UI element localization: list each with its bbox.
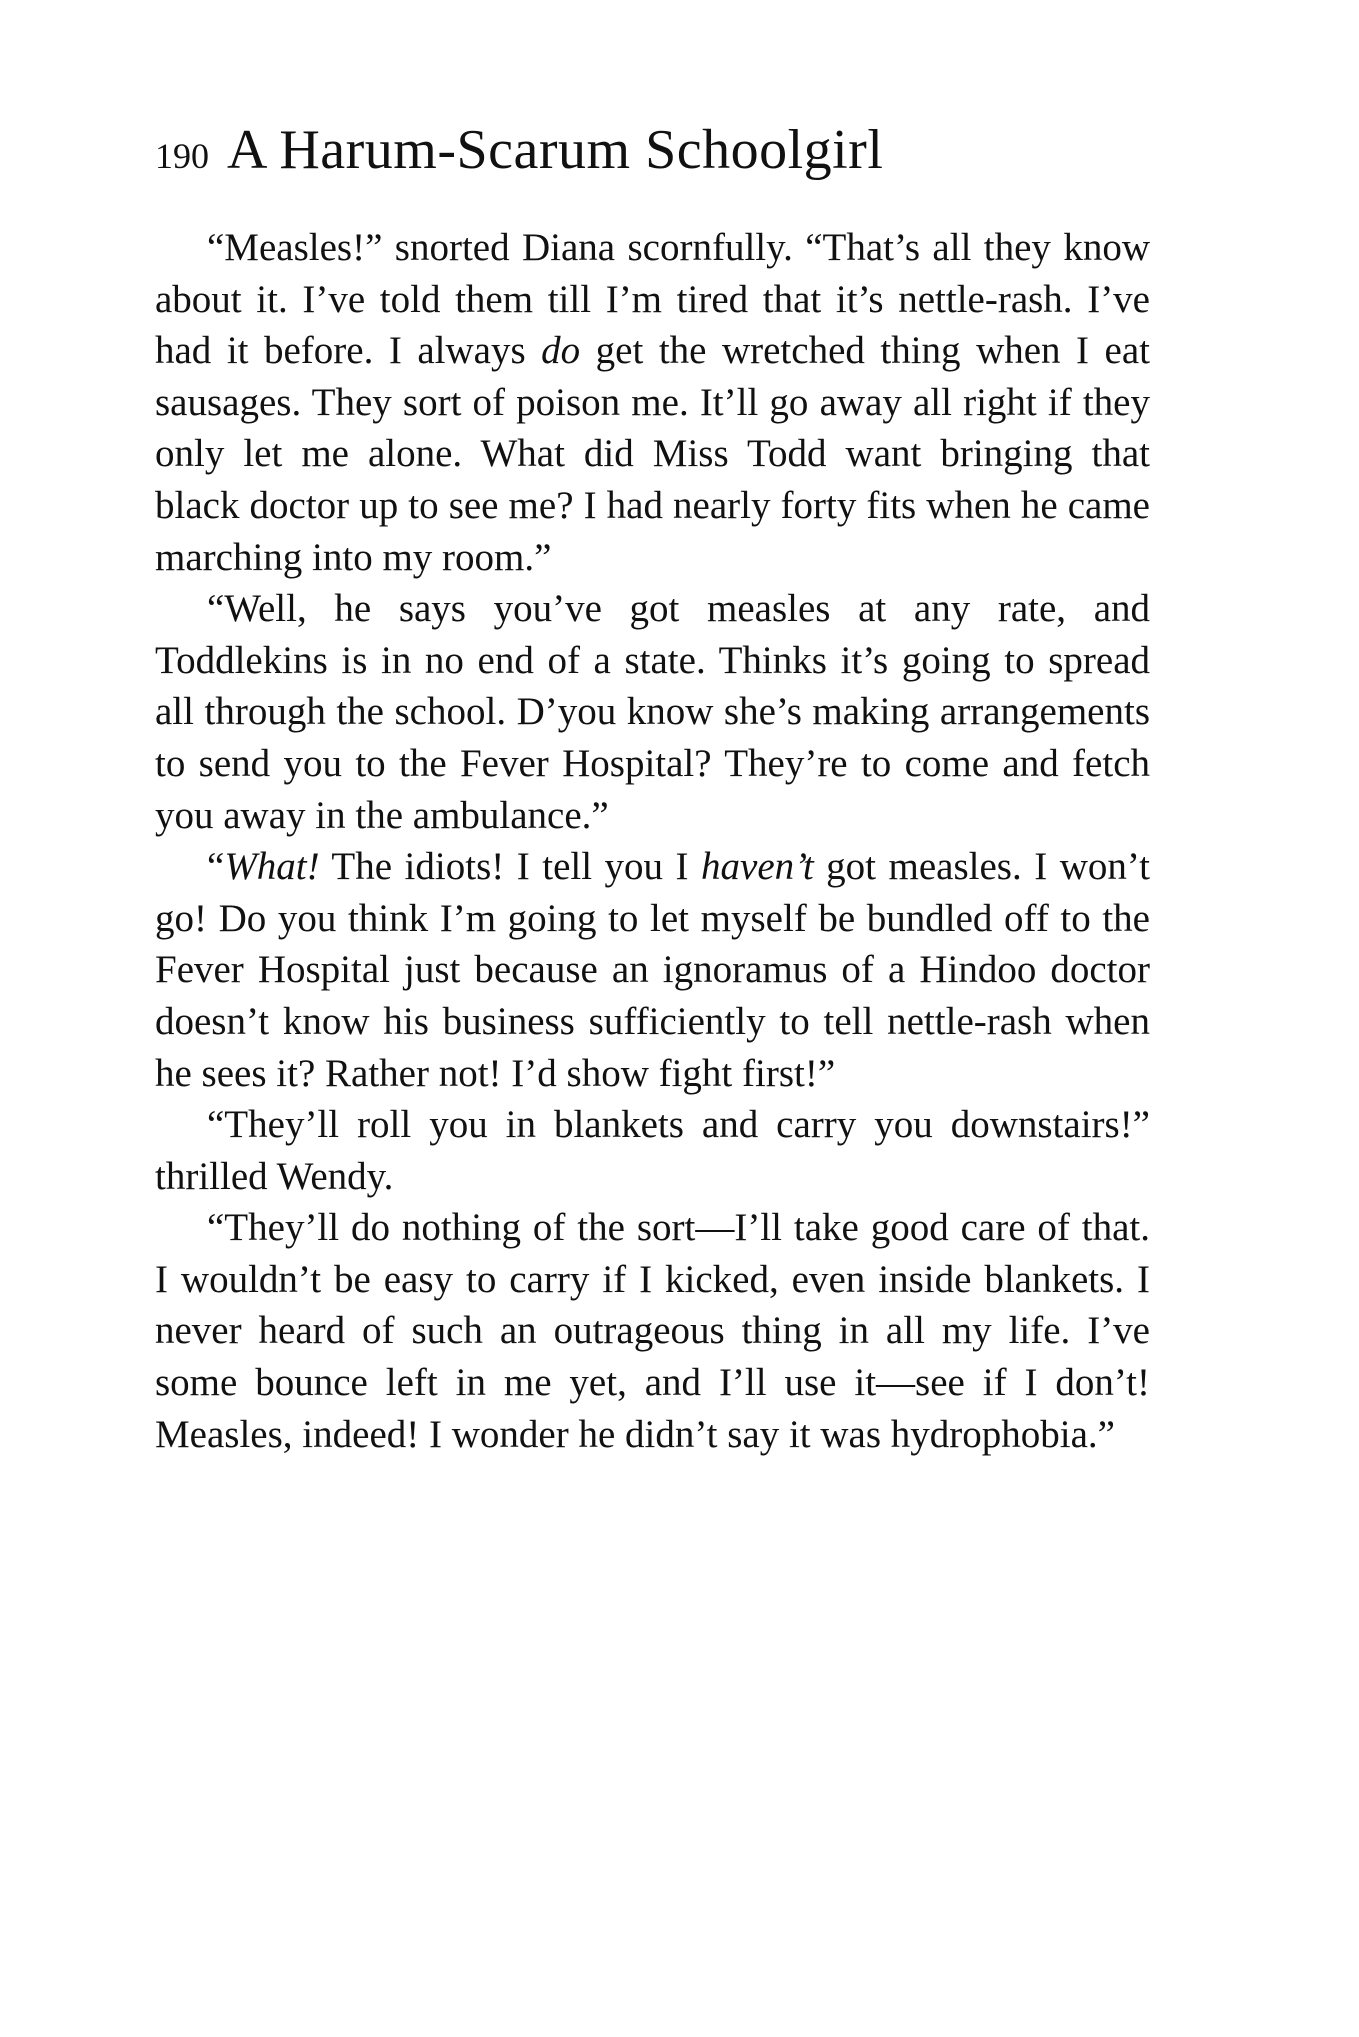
paragraph bbox=[155, 222, 1150, 583]
paragraph bbox=[155, 1099, 1150, 1202]
body-text bbox=[155, 222, 1150, 1460]
text-run: “ bbox=[207, 845, 225, 889]
text-run: “Measles!” snorted Diana scornfully. “That’s all they know about it. I’ve told them till I’m tired that it’s nettle-rash. I’ve had it before. I always bbox=[155, 226, 1150, 373]
page-header bbox=[155, 118, 1155, 188]
running-title: A Harum-Scarum Schoolgirl bbox=[227, 119, 884, 181]
text-run: got measles. I won’t go! Do you think I’m going to let myself be bundled off to the Fever Hospital just because an ignoramus of a Hindoo doctor doesn’t know his business sufficiently to tell nettle-rash when he sees it? Rather not! I’d show fight first!” bbox=[155, 845, 1150, 1095]
page-number: 190 bbox=[155, 136, 209, 176]
italic-text-run: What! bbox=[224, 845, 320, 889]
text-run: “They’ll do nothing of the sort—I’ll take good care of that. I wouldn’t be easy to carry if I kicked, even inside blankets. I never heard of such an outrageous thing in all my life. I’ve some bounce left in me yet, and I’ll use it—see if I don’t! Measles, indeed! I wonder he didn’t say it was hydrophobia.” bbox=[155, 1206, 1150, 1456]
text-run: “They’ll roll you in blankets and carry you downstairs!” thrilled Wendy. bbox=[155, 1103, 1150, 1198]
paragraph bbox=[155, 841, 1150, 1099]
paragraph bbox=[155, 583, 1150, 841]
paragraph bbox=[155, 1202, 1150, 1460]
text-run: The idiots! I tell you I bbox=[319, 845, 702, 889]
italic-text-run: do bbox=[541, 329, 581, 373]
text-run: get the wretched thing when I eat sausages. They sort of poison me. It’ll go away all right if they only let me alone. What did Miss Todd want bringing that black doctor up to see me? I had nearly forty fits when he came marching into my room.” bbox=[155, 329, 1150, 579]
text-run: “Well, he says you’ve got measles at any rate, and Toddlekins is in no end of a state. Thinks it’s going to spread all through the school. D’you know she’s making arrangements to send you to the Fever Hospital? They’re to come and fetch you away in the ambulance.” bbox=[155, 587, 1150, 837]
italic-text-run: haven’t bbox=[701, 845, 814, 889]
